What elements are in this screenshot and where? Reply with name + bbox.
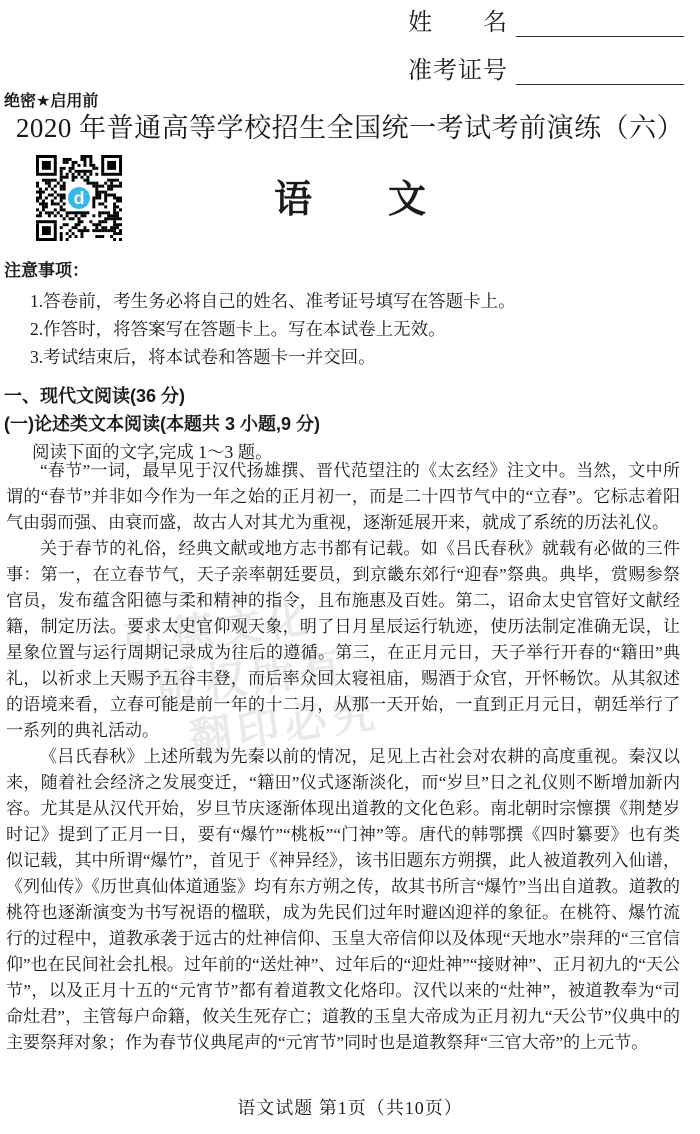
name-underline — [516, 8, 684, 37]
notice-item: 1.答卷前，考生务必将自己的姓名、准考证号填写在答题卡上。 — [30, 291, 516, 311]
section-subheading: (一)论述类文本阅读(本题共 3 小题,9 分) — [4, 414, 321, 434]
passage-paragraph: “春节”一词，最早见于汉代扬雄撰、晋代范望注的《太玄经》注文中。当然，文中所谓的“春节”并非如今作为一年之始的正月初一，而是二十四节气中的“立春”。它标志着阳气由弱而强、由衰而盛，故古人对其尤为重视，逐渐延展开来，就成了系统的历法礼仪。 — [6, 461, 680, 532]
section-header-block — [4, 382, 684, 466]
notice-item: 3.考试结束后，将本试卷和答题卡一并交回。 — [30, 347, 376, 367]
admission-field-row — [408, 50, 684, 85]
watermark-line: 翻印必究 — [186, 688, 384, 763]
reading-instruction: 阅读下面的文字,完成 1～3 题。 — [32, 442, 273, 462]
subject-title: 语 文 — [273, 179, 426, 221]
admission-number-label: 准考证号 — [408, 58, 508, 84]
exam-title: 2020 年普通高等学校招生全国统一考试考前演练（六） — [15, 113, 685, 143]
notice-item: 2.作答时，将答案写在答题卡上。写在本试卷上无效。 — [30, 319, 446, 339]
reading-passage — [6, 458, 680, 1056]
notice-block — [4, 256, 682, 371]
passage-paragraph: 关于春节的礼俗，经典文献或地方志书都有记载。如《吕氏春秋》就载有必做的三件事：第一，在立春节气，天子亲率朝廷要员，到京畿东郊行“迎春”祭典。典毕，赏赐参祭官员，发布蕴含阳德与柔和精神的指令，且布施惠及百姓。第二，诏命太史官管好文献经籍，制定历法。要求太史官仰观天象，明了日月星辰运行轨迹，使历法制定准确无误，让星象位置与运行周期记录成为往后的遵循。第三，在正月元日，天子举行开春的“籍田”典礼，以祈求上天赐予五谷丰登，而后率众回太寝祖庙，赐酒于众官，开怀畅饮。从其叙述的语境来看，立春可能是前一年的十二月，从那一天开始，一直到正月元日，朝廷举行了一系列的典礼活动。 — [6, 539, 680, 740]
passage-paragraph: 《吕氏春秋》上述所载为先秦以前的情况，足见上古社会对农耕的高度重视。秦汉以来，随着社会经济之发展变迁，“籍田”仪式逐渐淡化，而“岁旦”日之礼仪则不断增加新内容。尤其是从汉代开始，岁旦节庆逐渐体现出道教的文化色彩。南北朝时宗懔撰《荆楚岁时记》提到了正月一日，要有“爆竹”“桃板”“门神”等。唐代的韩鄂撰《四时纂要》也有类似记载，其中所谓“爆竹”，首见于《神异经》，该书旧题东方朔撰，此人被道教列入仙谱，《列仙传》《历世真仙体道通鉴》均有东方朔之传，故其书所言“爆竹”当出自道教。道教的桃符也逐渐演变为书写祝语的楹联，成为先民们过年时避凶迎祥的象征。在桃符、爆竹流行的过程中，道教承袭于远古的灶神信仰、玉皇大帝信仰以及体现“天地水”崇拜的“三官信仰”也在民间社会扎根。过年前的“送灶神”、过年后的“迎灶神”“接财神”、正月初九的“天公节”，以及正月十五的“元宵节”都有着道教文化烙印。汉代以来的“灶神”，被道教奉为“司命灶君”，主管每户命籍，攸关生死存亡；道教的玉皇大帝成为正月初九“天公节”仪典中的主要祭拜对象；作为春节仪典尾声的“元宵节”同时也是道教祭拜“三官大帝”的上元节。 — [6, 747, 680, 1052]
notice-title: 注意事项： — [4, 261, 89, 280]
watermark-line: 版权所有 — [153, 640, 351, 715]
admission-number-underline — [516, 56, 684, 85]
section-heading: 一、现代文阅读(36 分) — [4, 386, 186, 406]
secrecy-notice: 绝密★启用前 — [4, 93, 99, 110]
qr-logo-letter: d — [73, 188, 85, 209]
name-field-row — [408, 2, 684, 37]
name-label: 姓 名 — [408, 10, 508, 36]
watermark-line: 弘德文化 — [120, 592, 318, 667]
candidate-fields — [408, 2, 684, 98]
page-footer: 语文试题 第1页（共10页） — [237, 1098, 463, 1118]
